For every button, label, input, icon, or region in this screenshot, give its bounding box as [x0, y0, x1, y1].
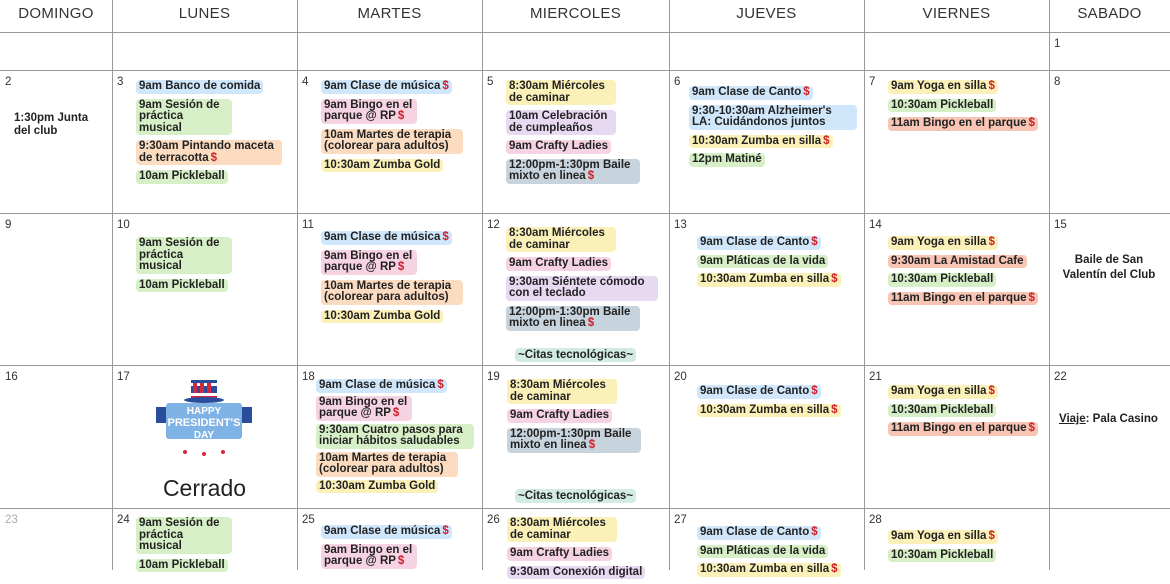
event: 10am Martes de terapia (colorear para adultos)	[316, 452, 458, 477]
event	[697, 526, 821, 540]
event	[321, 250, 417, 275]
dollar-sign: $	[587, 317, 595, 329]
day-number: 21	[869, 371, 882, 383]
event: 9am Pláticas de la vida	[697, 545, 828, 559]
event-text: 9am Bingo en el parque @ RP	[324, 543, 413, 567]
event	[888, 385, 998, 399]
grid-line	[0, 32, 1170, 33]
event: 10am Pickleball	[136, 170, 228, 184]
day-cell-1[interactable]	[1049, 32, 1170, 70]
event: 10:30am Zumba Gold	[316, 480, 438, 494]
event: 9am Sesión de práctica musical	[136, 237, 232, 274]
event	[888, 530, 998, 544]
event-text: 9am Clase de Canto	[700, 236, 810, 248]
day-number: 3	[117, 76, 124, 88]
event: 10am Pickleball	[136, 559, 228, 573]
event: 9:30am Cuatro pasos para iniciar hábitos saludables	[316, 424, 474, 449]
event-text: 9am Yoga en silla	[891, 530, 987, 542]
event-text: 9am Bingo en el parque @ RP	[324, 98, 413, 122]
dollar-sign: $	[397, 110, 405, 122]
day-cell-18[interactable]	[297, 365, 482, 508]
header-miercoles: MIERCOLES	[529, 5, 622, 22]
day-number: 9	[5, 219, 12, 231]
day-number: 13	[674, 219, 687, 231]
day-number: 15	[1054, 219, 1067, 231]
event: 10am Pickleball	[136, 279, 228, 293]
dollar-sign: $	[1028, 422, 1035, 434]
event-text: 9am Clase de música	[324, 525, 441, 537]
dollar-sign: $	[831, 403, 838, 416]
event	[888, 422, 1038, 436]
dollar-sign: $	[811, 385, 818, 397]
event-text: 10:30am Zumba en silla	[700, 273, 830, 285]
day-number: 14	[869, 219, 882, 231]
dollar-sign: $	[210, 151, 218, 164]
day-number: 2	[5, 76, 12, 88]
event-text: 10:30am Zumba en silla	[692, 134, 822, 147]
day-cell-11[interactable]	[297, 213, 482, 365]
header-lunes: LUNES	[178, 5, 231, 22]
event	[136, 140, 282, 165]
closed-label: Cerrado	[162, 475, 247, 501]
event-text: 9am Clase de música	[319, 379, 436, 391]
event: 10:30am Pickleball	[888, 549, 996, 563]
event-text: 9am Clase de música	[324, 80, 441, 92]
dollar-sign: $	[437, 379, 444, 391]
day-number: 12	[487, 219, 500, 231]
day-cell-8[interactable]	[1049, 70, 1170, 213]
event-viaje	[1059, 413, 1169, 426]
event-text: 9am Yoga en silla	[891, 80, 987, 92]
event	[697, 385, 821, 399]
event	[689, 135, 833, 149]
day-cell-21[interactable]	[864, 365, 1049, 508]
dollar-sign: $	[397, 555, 405, 567]
day-number: 6	[674, 76, 681, 88]
day-cell-17[interactable]	[112, 365, 297, 508]
dollar-sign: $	[988, 530, 995, 542]
dollar-sign: $	[442, 231, 449, 243]
event-text: 11am Bingo en el parque	[891, 422, 1027, 434]
dollar-sign: $	[442, 80, 449, 92]
day-number: 20	[674, 371, 687, 383]
day-cell-26[interactable]	[482, 508, 669, 578]
dollar-sign: $	[588, 439, 596, 451]
day-cell-23[interactable]	[0, 508, 112, 570]
event: 10am Martes de terapia (colorear para adultos)	[321, 280, 463, 305]
day-number: 4	[302, 76, 309, 88]
day-number: 17	[117, 371, 130, 383]
day-cell-28[interactable]	[864, 508, 1049, 570]
day-cell-4[interactable]	[297, 70, 482, 213]
event: 10:30am Zumba Gold	[321, 159, 443, 173]
badge-line2: PRESIDENT'S	[167, 417, 241, 429]
trip-destination: : Pala Casino	[1085, 413, 1158, 425]
day-cell-20[interactable]	[669, 365, 864, 508]
day-cell-25[interactable]	[297, 508, 482, 570]
event-text: 9am Clase de Canto	[700, 526, 810, 538]
header-jueves: JUEVES	[736, 5, 797, 22]
event	[316, 396, 412, 421]
event: 9:30-10:30am Alzheimer's LA: Cuidándonos juntos	[689, 105, 857, 130]
dollar-sign: $	[442, 525, 449, 537]
dollar-sign: $	[803, 86, 810, 98]
event	[689, 86, 813, 100]
day-number: 26	[487, 514, 500, 526]
day-number: 1	[1054, 38, 1061, 50]
event-text: 10:30am Zumba en silla	[700, 403, 830, 416]
day-number: 18	[302, 371, 315, 383]
event-citas-tecnologicas: ~Citas tecnológicas~	[515, 348, 636, 362]
event: 9am Sesión de práctica musical	[136, 99, 232, 136]
event	[506, 306, 640, 331]
event: 10am Martes de terapia (colorear para adultos)	[321, 129, 463, 154]
event: 9am Pláticas de la vida	[697, 255, 828, 269]
event: 8:30am Miércoles de caminar	[507, 379, 617, 404]
day-cell-5[interactable]	[482, 70, 669, 213]
day-cell-10[interactable]	[112, 213, 297, 365]
dollar-sign: $	[823, 134, 830, 147]
event-text: 9am Yoga en silla	[891, 385, 987, 397]
event: 9am Crafty Ladies	[507, 547, 612, 561]
event: 9am Crafty Ladies	[506, 140, 611, 154]
day-number: 5	[487, 76, 494, 88]
trip-label: Viaje	[1059, 413, 1086, 425]
dollar-sign: $	[831, 563, 838, 575]
dollar-sign: $	[1028, 291, 1035, 304]
event-baile-san-valentin: Baile de San Valentín del Club	[1062, 254, 1156, 281]
event	[888, 117, 1038, 131]
day-cell-3[interactable]	[112, 70, 297, 213]
event	[316, 379, 447, 393]
event	[321, 525, 452, 539]
day-number: 28	[869, 514, 882, 526]
event	[321, 99, 417, 124]
event: 9am Crafty Ladies	[506, 257, 611, 271]
day-number: 27	[674, 514, 687, 526]
day-number: 24	[117, 514, 130, 526]
day-number: 22	[1054, 371, 1067, 383]
event: 10:30am Zumba Gold	[321, 310, 443, 324]
day-number: 25	[302, 514, 315, 526]
day-number: 10	[117, 219, 130, 231]
event: 9:30am La Amistad Cafe	[888, 255, 1027, 269]
header-martes: MARTES	[357, 5, 422, 22]
badge-line1: HAPPY	[186, 406, 222, 417]
day-cell-24[interactable]	[112, 508, 297, 570]
event-junta-club: 1:30pm Junta del club	[14, 112, 89, 137]
day-cell-6[interactable]	[669, 70, 864, 213]
event-text: 12:00pm-1:30pm Baile mixto en linea	[509, 305, 631, 329]
event	[697, 404, 841, 418]
day-cell-16[interactable]	[0, 365, 112, 508]
dollar-sign: $	[988, 80, 995, 92]
event	[321, 80, 452, 94]
event-text: 9am Clase de música	[324, 231, 441, 243]
event	[697, 236, 821, 250]
event-text: 9:30am Pintando maceta de terracotta	[139, 140, 274, 164]
day-cell-7[interactable]	[864, 70, 1049, 213]
dollar-sign: $	[397, 261, 405, 273]
badge-line3: DAY	[193, 430, 215, 441]
event: 12pm Matiné	[689, 153, 765, 167]
dollar-sign: $	[811, 236, 818, 248]
event: 9am Sesión de práctica musical	[136, 517, 232, 554]
event	[888, 80, 998, 94]
day-cell-empty	[1049, 508, 1170, 570]
event: 9:30am Siéntete cómodo con el teclado	[506, 276, 658, 301]
event-text: 9am Bingo en el parque @ RP	[324, 249, 413, 273]
event: 10:30am Pickleball	[888, 273, 996, 287]
event	[506, 159, 640, 184]
dollar-sign: $	[811, 526, 818, 538]
day-number: 11	[302, 219, 314, 231]
dollar-sign: $	[392, 407, 400, 419]
event	[321, 544, 417, 569]
dollar-sign: $	[988, 236, 995, 248]
event-text: 11am Bingo en el parque	[891, 117, 1027, 129]
event	[507, 428, 641, 453]
event: 10:30am Pickleball	[888, 99, 996, 113]
event	[888, 236, 998, 250]
event	[321, 231, 452, 245]
day-cell-14[interactable]	[864, 213, 1049, 365]
event-text: 11am Bingo en el parque	[891, 291, 1027, 304]
event-text: 9am Clase de Canto	[700, 385, 810, 397]
day-cell-13[interactable]	[669, 213, 864, 365]
day-cell-27[interactable]	[669, 508, 864, 575]
event: 9:30am Conexión digital	[507, 566, 645, 580]
day-cell-2[interactable]	[0, 70, 112, 213]
event	[697, 563, 841, 577]
dollar-sign: $	[831, 273, 838, 285]
day-cell-15[interactable]	[1049, 213, 1170, 365]
event-text: 10:30am Zumba en silla	[700, 563, 830, 575]
dollar-sign: $	[587, 170, 595, 182]
event-text: 12:00pm-1:30pm Baile mixto en linea	[509, 158, 631, 182]
day-cell-19[interactable]	[482, 365, 669, 508]
event: 8:30am Miércoles de caminar	[506, 80, 616, 105]
event-text: 12:00pm-1:30pm Baile mixto en linea	[510, 427, 632, 451]
event-text: 9am Yoga en silla	[891, 236, 987, 248]
event: 9am Crafty Ladies	[507, 409, 612, 423]
header-sabado: SABADO	[1077, 5, 1142, 22]
header-viernes: VIERNES	[922, 5, 991, 22]
day-cell-9[interactable]	[0, 213, 112, 365]
event-text: 9am Clase de Canto	[692, 86, 802, 98]
event	[888, 292, 1038, 306]
day-cell-22[interactable]	[1049, 365, 1170, 508]
event-citas-tecnologicas: ~Citas tecnológicas~	[515, 489, 636, 503]
event: 9am Banco de comida	[136, 80, 263, 94]
event: 8:30am Miércoles de caminar	[506, 227, 616, 252]
dollar-sign: $	[988, 385, 995, 397]
dollar-sign: $	[1028, 117, 1035, 129]
day-number: 7	[869, 76, 876, 88]
event: 8:30am Miércoles de caminar	[507, 517, 617, 542]
day-number: 19	[487, 371, 500, 383]
header-domingo: DOMINGO	[18, 5, 94, 22]
event: 10:30am Pickleball	[888, 404, 996, 418]
day-number: 16	[5, 371, 18, 383]
day-cell-12[interactable]	[482, 213, 669, 365]
day-number: 23	[5, 514, 18, 526]
event	[697, 273, 841, 287]
event-text: 9am Bingo en el parque @ RP	[319, 395, 408, 419]
day-number: 8	[1054, 76, 1061, 88]
event: 10am Celebración de cumpleaños	[506, 110, 616, 135]
